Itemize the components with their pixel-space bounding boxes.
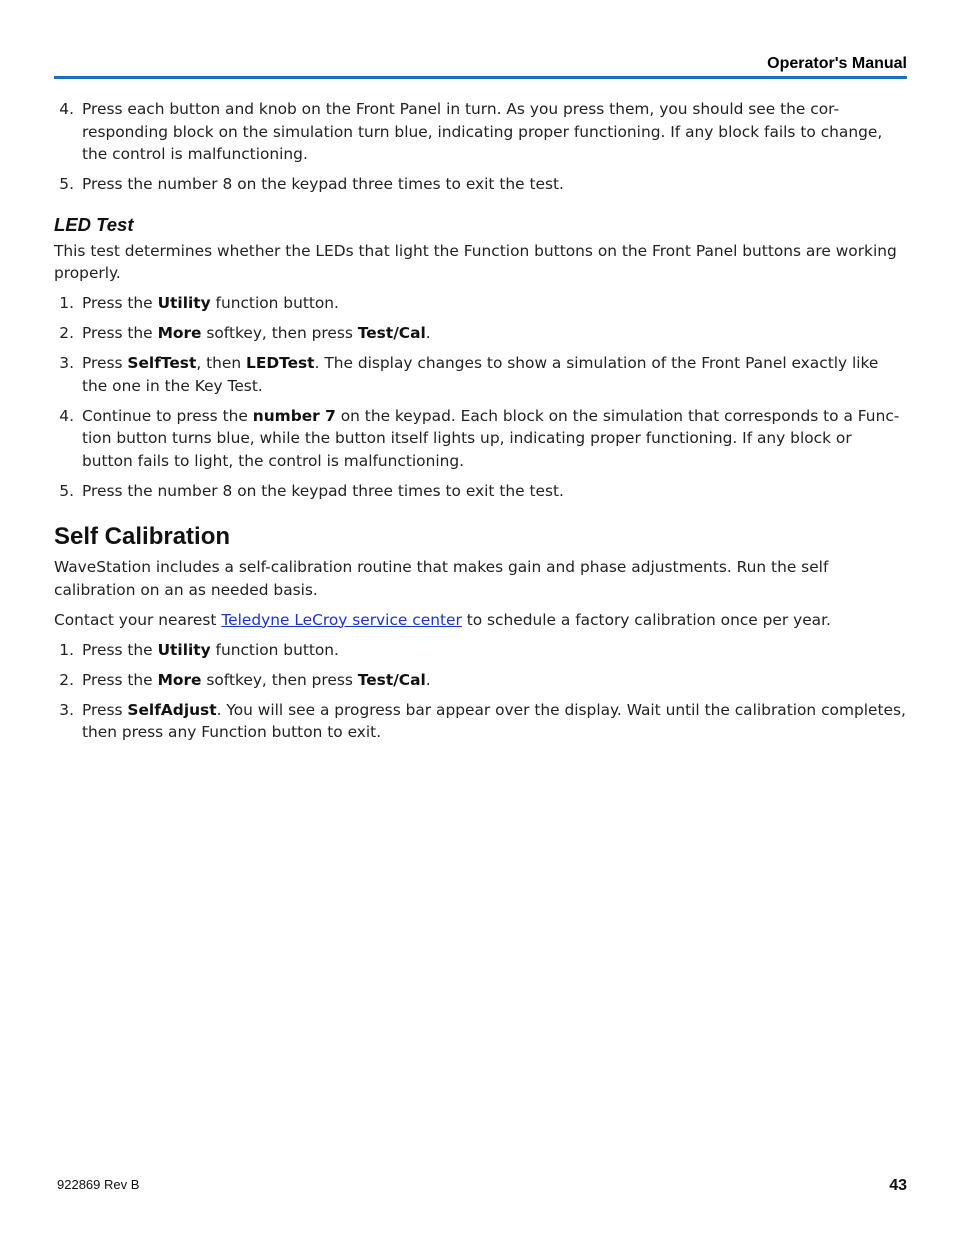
step-text: Press [82, 354, 128, 372]
manual-title: Operator's Manual [767, 55, 907, 72]
list-item [54, 405, 907, 473]
contact-text: to schedule a factory calibration once per year. [461, 610, 831, 629]
step-keyword: Test/Cal [357, 670, 426, 689]
list-item [54, 98, 907, 166]
step-number: 3 . [54, 352, 74, 375]
self-calibration-intro: WaveStation includes a self-calibration routine that makes gain and phase adjustments. Run the self calibration on an as needed basis. [54, 558, 829, 599]
led-test-intro: This test determines whether the LEDs that light the Function buttons on the Front Panel buttons are working properly. [54, 241, 897, 282]
step-keyword: Utility [157, 640, 211, 659]
contact-paragraph [54, 609, 907, 632]
step-number: 1 . [54, 639, 74, 662]
step-text: Press the [82, 640, 158, 659]
service-center-link[interactable]: Teledyne LeCroy service center [221, 610, 462, 629]
page-header [54, 54, 907, 79]
list-item [54, 699, 907, 744]
step-keyword: SelfAdjust [127, 700, 217, 719]
step-text: Press the [82, 294, 158, 312]
step-text: on the keypad. Each block on the simulation that corresponds to a Func-tion button turns blue, while the button itself lights up, indicating proper functioning. If any block or button fails to light, the control is malfunctioning. [82, 406, 900, 470]
step-text: function button. [210, 640, 339, 659]
page-content [54, 98, 907, 751]
step-text: Press the [82, 670, 158, 689]
step-keyword: Test/Cal [357, 324, 426, 342]
list-item [54, 352, 907, 397]
step-text: Press [82, 700, 128, 719]
step-text: function button. [210, 294, 339, 312]
step-text: Press each button and knob on the Front Panel in turn. As you press them, you should see the cor-responding block on the simulation turn blue, indicating proper functioning. If any block fails to change, the control is malfunctioning. [82, 100, 883, 163]
list-item [54, 292, 907, 315]
document-revision: 922869 Rev B [57, 1177, 140, 1192]
continued-steps-list [54, 98, 907, 196]
step-keyword: LEDTest [246, 354, 315, 372]
led-test-steps [54, 292, 907, 502]
list-item [54, 639, 907, 662]
step-number: 2 . [54, 322, 74, 345]
step-text: softkey, then press [201, 670, 358, 689]
step-number: 5 . [54, 173, 74, 196]
step-text: Continue to press the [82, 406, 253, 425]
list-item [54, 322, 907, 345]
step-text: Press the number 8 on the keypad three times to exit the test. [82, 481, 564, 500]
step-text: softkey, then press [201, 324, 358, 342]
step-text: . [425, 670, 431, 689]
step-text: . The display changes to show a simulation of the Front Panel exactly like the one in the Key Test. [82, 354, 879, 395]
step-text: Press the number 8 on the keypad three times to exit the test. [82, 175, 564, 193]
self-calibration-steps [54, 639, 907, 744]
step-text: Press the [82, 324, 158, 342]
step-number: 4 . [54, 98, 74, 121]
step-text: . You will see a progress bar appear over the display. Wait until the calibration completes, then press any Function button to exit. [82, 700, 906, 741]
step-keyword: Utility [157, 294, 211, 312]
led-test-heading: LED Test [54, 213, 134, 235]
step-number: 2 . [54, 669, 74, 692]
step-number: 5 . [54, 480, 74, 503]
step-keyword: number 7 [252, 406, 336, 425]
step-number: 1 . [54, 292, 74, 315]
step-keyword: More [157, 670, 202, 689]
contact-text: Contact your nearest [54, 610, 222, 629]
step-number: 3 . [54, 699, 74, 722]
self-calibration-heading: Self Calibration [54, 523, 231, 550]
step-keyword: SelfTest [127, 354, 197, 372]
step-keyword: More [157, 324, 202, 342]
list-item [54, 173, 907, 196]
list-item [54, 669, 907, 692]
page-number: 43 [889, 1177, 907, 1194]
step-text: , then [196, 354, 247, 372]
step-number: 4 . [54, 405, 74, 428]
list-item [54, 480, 907, 503]
step-text: . [425, 324, 431, 342]
